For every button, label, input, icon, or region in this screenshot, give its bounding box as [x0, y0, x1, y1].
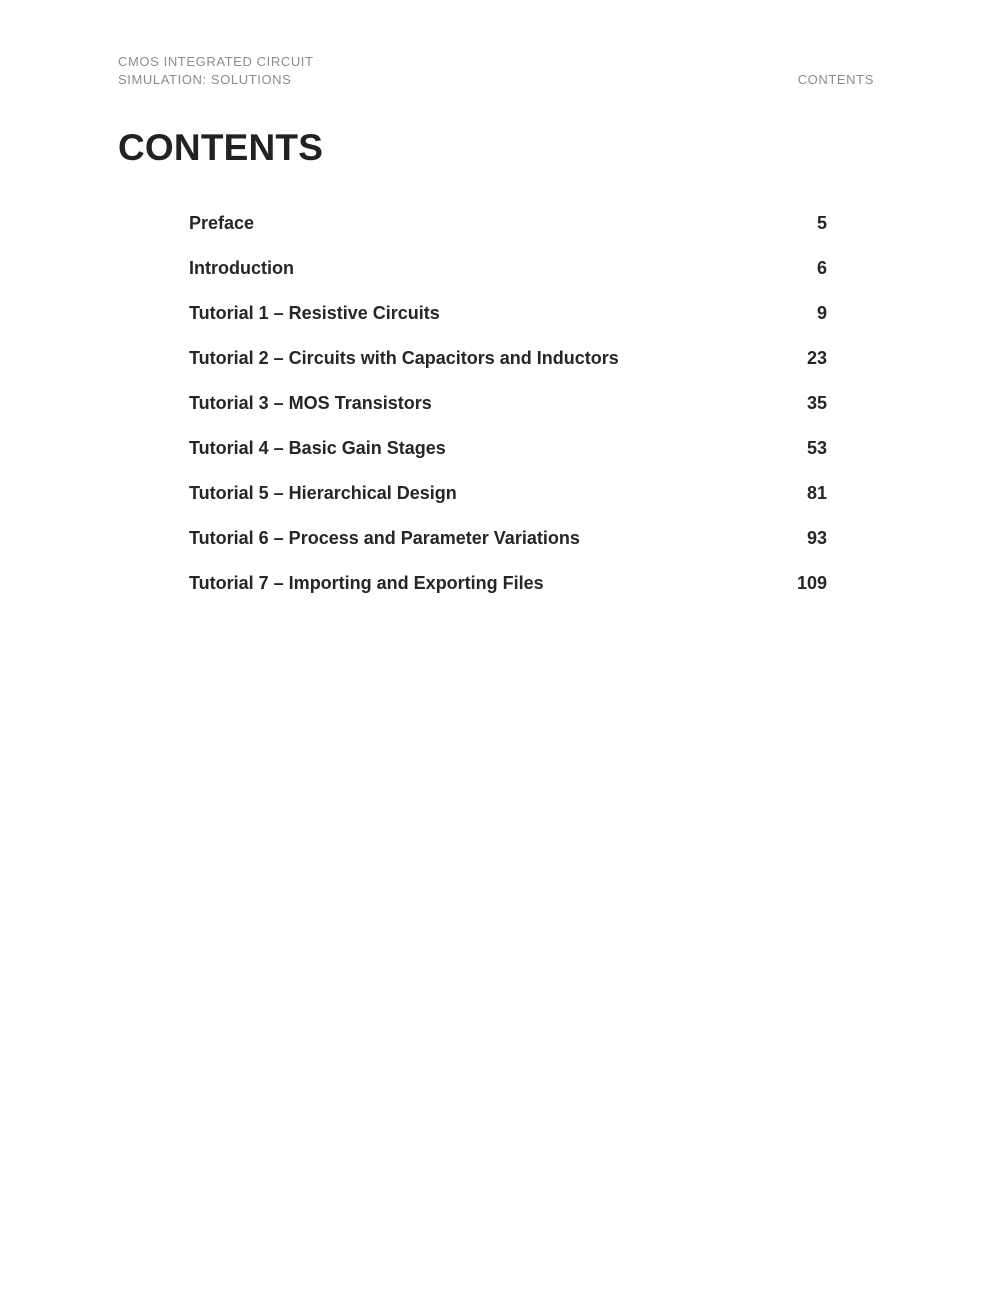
- toc-entry-label: Tutorial 1 – Resistive Circuits: [189, 303, 440, 323]
- book-title-line-2: SIMULATION: SOLUTIONS: [118, 72, 292, 87]
- toc-entry-label: Introduction: [189, 258, 294, 278]
- toc-entry-page-number: 109: [796, 573, 827, 593]
- toc-entry-tutorial-5[interactable]: [189, 475, 827, 520]
- toc-entry-page-number: 93: [806, 528, 827, 548]
- toc-entry-label: Tutorial 7 – Importing and Exporting Files: [189, 573, 544, 593]
- toc-entry-page-number: 35: [806, 393, 827, 413]
- toc-entry-preface[interactable]: [189, 205, 827, 250]
- toc-entry-tutorial-1[interactable]: [189, 295, 827, 340]
- toc-entry-page-number: 5: [816, 213, 827, 233]
- section-label: CONTENTS: [797, 72, 874, 87]
- toc-entry-page-number: 6: [816, 258, 827, 278]
- toc-entry-tutorial-6[interactable]: [189, 520, 827, 565]
- toc-entry-introduction[interactable]: [189, 250, 827, 295]
- page-title: CONTENTS: [118, 127, 324, 168]
- toc-entry-label: Tutorial 2 – Circuits with Capacitors and Inductors: [189, 348, 619, 368]
- table-of-contents: [189, 205, 827, 610]
- toc-entry-label: Preface: [189, 213, 255, 233]
- toc-entry-page-number: 53: [806, 438, 827, 458]
- toc-entry-label: Tutorial 6 – Process and Parameter Variations: [189, 528, 580, 548]
- toc-entry-tutorial-4[interactable]: [189, 430, 827, 475]
- toc-entry-tutorial-2[interactable]: [189, 340, 827, 385]
- book-title-line-1: CMOS INTEGRATED CIRCUIT: [118, 54, 314, 69]
- toc-entry-tutorial-3[interactable]: [189, 385, 827, 430]
- toc-entry-label: Tutorial 3 – MOS Transistors: [189, 393, 432, 413]
- toc-entry-page-number: 23: [806, 348, 827, 368]
- toc-entry-label: Tutorial 5 – Hierarchical Design: [189, 483, 457, 503]
- toc-entry-page-number: 9: [816, 303, 827, 323]
- toc-entry-page-number: 81: [806, 483, 827, 503]
- toc-entry-tutorial-7[interactable]: [189, 565, 827, 610]
- running-header: [118, 53, 874, 93]
- book-title: [118, 53, 314, 89]
- toc-entry-label: Tutorial 4 – Basic Gain Stages: [189, 438, 446, 458]
